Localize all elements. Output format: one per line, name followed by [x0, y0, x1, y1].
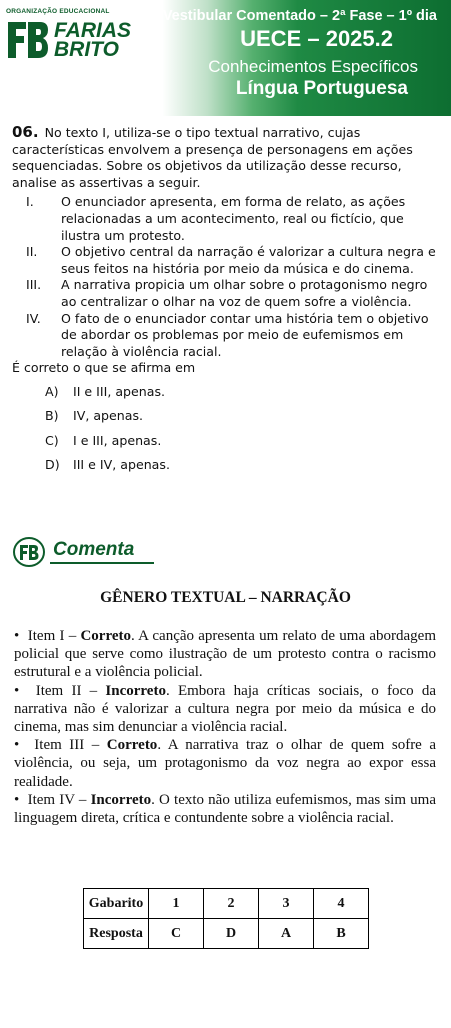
resposta-label: Resposta — [84, 919, 149, 949]
item-text: O enunciador apresenta, em forma de relato, as ações relacionadas a um acontecimento, real ou fictício, que ilustra um protesto. — [61, 194, 406, 243]
alternative-text: I e III, apenas. — [73, 432, 162, 448]
comment-bullet — [14, 791, 436, 827]
question-item — [12, 244, 444, 277]
logo-org-label: ORGANIZAÇÃO EDUCACIONAL — [6, 8, 110, 15]
answer-table-answer-row — [84, 919, 369, 949]
comenta-underline — [50, 562, 154, 564]
alternatives-list — [12, 384, 444, 482]
bullet-item: Item I – — [27, 628, 81, 644]
bullet-mark: • — [14, 737, 20, 754]
alternative-letter: D) — [45, 457, 60, 473]
page-header — [0, 0, 451, 116]
bullet-verdict: Incorreto — [90, 791, 152, 808]
header-subject: Língua Portuguesa — [235, 78, 408, 99]
question-stem-paragraph — [12, 124, 444, 191]
question-col: 1 — [149, 889, 204, 919]
question-items — [12, 194, 444, 360]
answer-cell: C — [149, 919, 204, 949]
gabarito-label: Gabarito — [84, 889, 149, 919]
bullet-item: Item III – — [34, 737, 107, 754]
item-text: O objetivo central da narração é valorizar a cultura negra e seus feitos na história por meio da música e do cinema. — [61, 244, 436, 276]
question-col: 4 — [314, 889, 369, 919]
header-exam-title: UECE – 2025.2 — [240, 26, 393, 51]
item-text: O fato de o enunciador contar uma história tem o objetivo de abordar os problemas por meio de eufemismos em relação à violência racial. — [61, 310, 429, 359]
alternative-letter: C) — [45, 432, 59, 448]
bullet-verdict: Incorreto — [105, 682, 166, 699]
bullet-mark: • — [14, 682, 20, 699]
question-item — [12, 311, 444, 361]
comment-bullet — [14, 736, 436, 791]
comment-title: GÊNERO TEXTUAL – NARRAÇÃO — [100, 589, 351, 606]
comment-body — [14, 627, 436, 827]
bullet-verdict: Correto — [80, 628, 131, 644]
comenta-label: Comenta — [53, 539, 135, 560]
answer-table — [83, 888, 369, 949]
header-exam-line: Vestibular Comentado – 2ª Fase – 1º dia — [162, 8, 437, 24]
question-prompt: É correto o que se afirma em — [12, 360, 196, 376]
item-text: A narrativa propicia um olhar sobre o protagonismo negro ao centralizar o olhar na voz de quem sofre a violência. — [61, 277, 428, 309]
fb-circle-icon — [13, 537, 45, 567]
bullet-mark: • — [14, 791, 20, 808]
bullet-text: . A canção apresenta um relato de uma abordagem policial que serve como ilustração de um protesto contra o racismo estrutural e a violência policial. — [14, 628, 437, 681]
alternative-text: II e III, apenas. — [73, 383, 166, 399]
item-roman: IV. — [26, 310, 41, 326]
comment-bullet — [14, 682, 436, 737]
answer-cell: B — [314, 919, 369, 949]
alternative-b[interactable] — [12, 408, 444, 432]
bullet-text: . Embora haja críticas sociais, o foco da narrativa não é valorizar a cultura negra por meio da música e do cinema, mas sim denunciar a violência racial. — [14, 682, 437, 736]
item-roman: III. — [26, 277, 42, 293]
farias-brito-logo — [2, 6, 152, 66]
comenta-logo — [13, 537, 173, 567]
bullet-item: Item IV – — [27, 791, 91, 808]
answer-cell: D — [204, 919, 259, 949]
bullet-text: . O texto não utiliza eufemismos, mas sim uma linguagem direta, crítica e contundente sobre a violência racial. — [14, 791, 436, 827]
header-subject-area: Conhecimentos Específicos — [208, 57, 418, 76]
comment-bullet — [14, 627, 436, 682]
alternative-a[interactable] — [12, 384, 444, 408]
alternative-letter: A) — [45, 383, 59, 399]
question-col: 3 — [259, 889, 314, 919]
question-number: 06. — [12, 123, 39, 141]
bullet-mark: • — [14, 628, 20, 644]
answer-cell: A — [259, 919, 314, 949]
alternative-text: III e IV, apenas. — [73, 457, 170, 473]
question-item — [12, 277, 444, 310]
logo-word-farias: FARIAS — [54, 19, 132, 42]
answer-table-header-row — [84, 889, 369, 919]
alternative-letter: B) — [45, 408, 59, 424]
alternative-c[interactable] — [12, 433, 444, 457]
item-roman: I. — [26, 194, 34, 210]
bullet-item: Item II – — [35, 682, 106, 699]
fb-logo-icon — [6, 20, 50, 60]
logo-word-brito: BRITO — [54, 38, 119, 61]
question-item — [12, 194, 444, 244]
item-roman: II. — [26, 244, 38, 260]
alternative-text: IV, apenas. — [73, 408, 144, 424]
alternative-d[interactable] — [12, 457, 444, 481]
question-block — [12, 124, 444, 481]
question-col: 2 — [204, 889, 259, 919]
bullet-verdict: Correto — [106, 737, 158, 754]
question-stem: No texto I, utiliza-se o tipo textual narrativo, cujas características envolvem a presença de personagens em ações sequenciadas. Sobre os objetivos da utilização desse recurso, analise as assertivas a seguir. — [12, 125, 413, 190]
bullet-text: . A narrativa traz o olhar de quem sofre a violência, ou seja, um protagonismo da voz negra ao expor essa realidade. — [14, 737, 437, 790]
